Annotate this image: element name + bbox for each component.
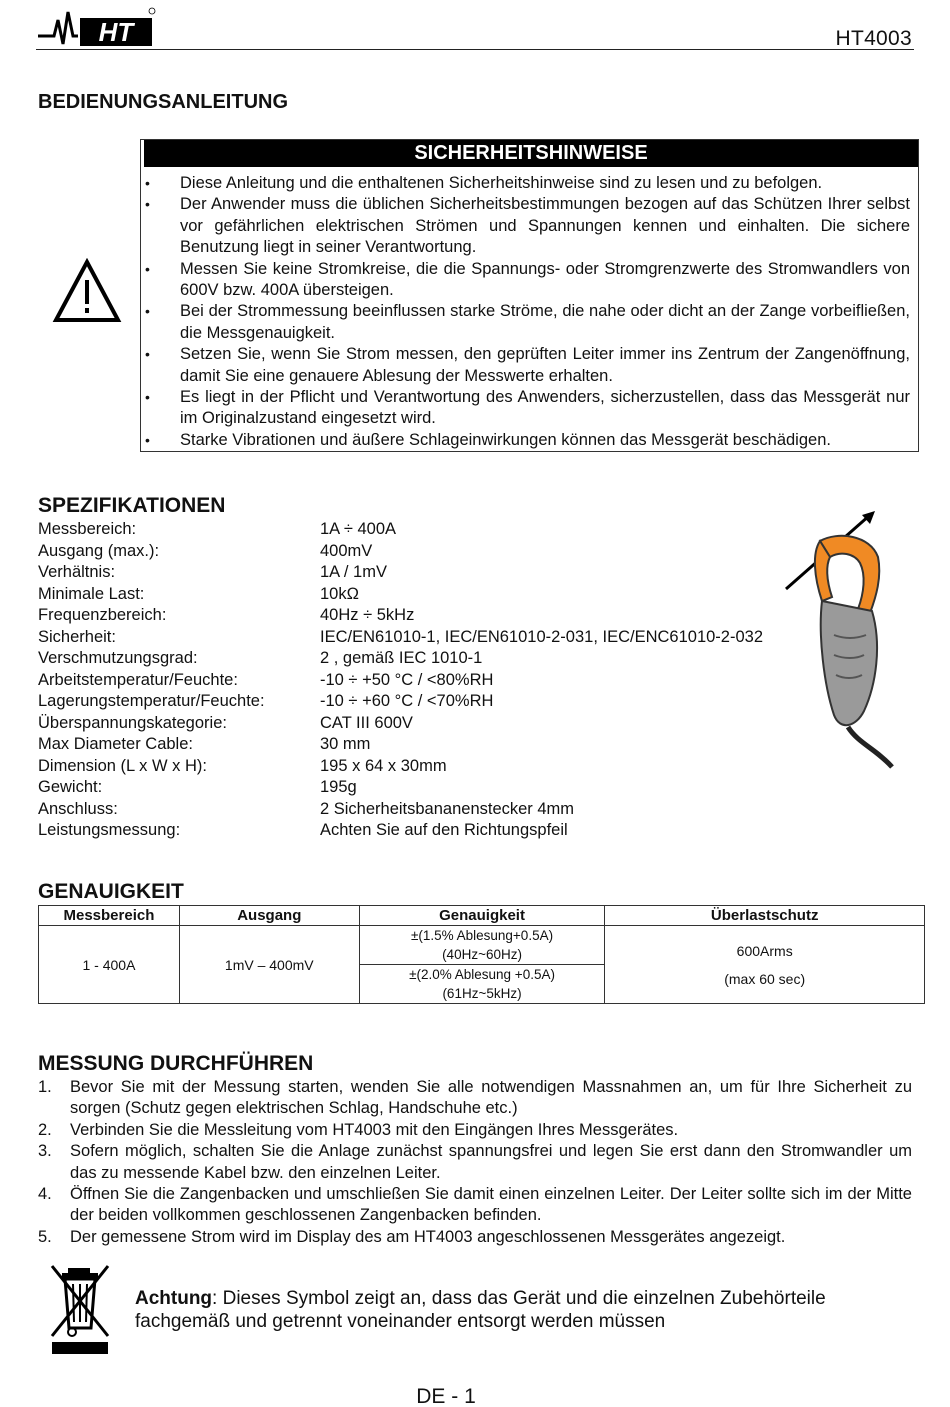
header-model: HT4003: [835, 27, 912, 50]
safety-item: • Starke Vibrationen und äußere Schlageinwirkungen können das Messgerät beschädigen.: [141, 430, 910, 451]
overload-value: 600Arms: [736, 942, 793, 959]
accuracy-value-line: ±(2.0% Ablesung +0.5A): [409, 967, 555, 982]
step-number: 5.: [38, 1227, 52, 1246]
safety-title: SICHERHEITSHINWEISE: [144, 140, 918, 167]
spec-label: Max Diameter Cable:: [38, 735, 193, 753]
accuracy-row: [39, 926, 925, 965]
accuracy-header: Genauigkeit: [359, 906, 605, 926]
spec-row: [38, 691, 763, 713]
spec-label: Leistungsmessung:: [38, 821, 181, 839]
accuracy-range: 1 - 400A: [39, 926, 180, 1004]
spec-label: Verhältnis:: [38, 563, 116, 581]
spec-row: [38, 584, 763, 606]
step-item: [38, 1141, 912, 1184]
step-number: 3.: [38, 1142, 52, 1161]
safety-item: • Setzen Sie, wenn Sie Strom messen, den geprüften Leiter immer ins Zentrum der Zangenöffnung, damit Sie eine genauere Ablesung der Messwerte erhalten.: [141, 344, 910, 387]
accuracy-overload: [605, 926, 925, 1004]
clamp-meter-icon: [778, 505, 898, 770]
spec-label: Verschmutzungsgrad:: [38, 649, 198, 667]
spec-row: [38, 777, 763, 799]
safety-item: • Es liegt in der Pflicht und Verantwortung des Anwenders, sicherzustellen, dass das Messgerät nur im Originalzustand eingesetzt wird.: [141, 387, 910, 430]
spec-row: [38, 713, 763, 735]
disposal-text: : Dieses Symbol zeigt an, dass das Gerät und die einzelnen Zubehörteile fachgemäß und getrennt voneinander entsorgt werden müssen: [135, 1288, 826, 1332]
accuracy-value: [359, 926, 605, 965]
step-number: 4.: [38, 1185, 52, 1204]
spec-row: [38, 605, 763, 627]
specs-table: [38, 519, 763, 842]
safety-item: • Messen Sie keine Stromkreise, die die Spannungs- oder Stromgrenzwerte des Stromwandlers von 600V bzw. 400A übersteigen.: [141, 259, 910, 302]
accuracy-table: [38, 905, 925, 1004]
spec-value: 1A / 1mV: [320, 563, 387, 581]
step-text: Öffnen Sie die Zangenbacken und umschließen Sie damit einen einzelnen Leiter. Der Leiter sollte sich im der Mitte der beiden vollkommen geschlossenen Zangenbacken befinden.: [70, 1185, 912, 1225]
step-text: Sofern möglich, schalten Sie die Anlage zunächst spannungsfrei und legen Sie erst dann den Stromwandler um das zu messende Kabel bzw. den einzelnen Leiter.: [70, 1142, 912, 1182]
accuracy-header: Messbereich: [39, 906, 180, 926]
step-number: 1.: [38, 1078, 52, 1096]
step-item: [38, 1077, 912, 1120]
safety-box: [140, 139, 919, 452]
specs-title: SPEZIFIKATIONEN: [38, 494, 226, 517]
spec-value: 195g: [320, 778, 357, 796]
step-number: 2.: [38, 1120, 52, 1139]
ht-logo: [36, 6, 156, 48]
spec-label: Gewicht:: [38, 778, 103, 796]
spec-label: Minimale Last:: [38, 584, 145, 603]
logo-text: HT: [98, 17, 134, 47]
spec-label: Dimension (L x W x H):: [38, 756, 207, 775]
spec-row: [38, 756, 763, 778]
spec-value: 30 mm: [320, 735, 371, 753]
crossed-out-bin-icon: [48, 1262, 112, 1356]
spec-row: [38, 734, 763, 756]
warning-triangle-icon: [52, 258, 122, 324]
manual-title: BEDIENUNGSANLEITUNG: [38, 91, 289, 113]
accuracy-value-line: ±(1.5% Ablesung+0.5A): [410, 928, 554, 943]
spec-label: Arbeitstemperatur/Feuchte:: [38, 670, 238, 689]
spec-value: -10 ÷ +50 °C / <80%RH: [320, 670, 494, 689]
accuracy-freq-line: (40Hz~60Hz): [442, 947, 522, 962]
spec-label: Frequenzbereich:: [38, 606, 167, 624]
accuracy-header-row: [39, 906, 925, 926]
spec-row: [38, 541, 763, 563]
step-item: [38, 1184, 912, 1227]
safety-list: [141, 167, 918, 451]
safety-item: • Der Anwender muss die üblichen Sicherheitsbestimmungen bezogen auf das Schützen Ihrer selbst vor gefährlichen elektrischen Strömen und Spannungen kennen und einhalten. Die sichere Benutzung liegt in seiner Verantwortung.: [141, 194, 910, 258]
measure-steps: [38, 1077, 912, 1248]
spec-value: 10kΩ: [320, 584, 359, 603]
disposal-note: [135, 1287, 875, 1333]
spec-label: Sicherheit:: [38, 627, 116, 646]
spec-value: 40Hz ÷ 5kHz: [320, 606, 415, 624]
spec-row: [38, 519, 763, 541]
safety-item: • Bei der Strommessung beeinflussen starke Ströme, die nahe oder dicht an der Zange vorbeifließen, die Messgenauigkeit.: [141, 301, 910, 344]
spec-label: Ausgang (max.):: [38, 541, 160, 560]
spec-label: Anschluss:: [38, 799, 118, 818]
accuracy-title: GENAUIGKEIT: [38, 880, 184, 903]
spec-value: Achten Sie auf den Richtungspfeil: [320, 821, 568, 839]
spec-label: Überspannungskategorie:: [38, 713, 227, 732]
safety-item: • Diese Anleitung und die enthaltenen Sicherheitshinweise sind zu lesen und zu befolgen.: [141, 173, 910, 194]
spec-row: [38, 562, 763, 584]
accuracy-header: Ausgang: [179, 906, 359, 926]
accuracy-output: 1mV – 400mV: [179, 926, 359, 1004]
spec-row: [38, 627, 763, 649]
spec-row: [38, 670, 763, 692]
spec-row: [38, 799, 763, 821]
step-text: Verbinden Sie die Messleitung vom HT4003 mit den Eingängen Ihres Messgerätes.: [70, 1120, 679, 1139]
spec-label: Lagerungstemperatur/Feuchte:: [38, 692, 265, 710]
spec-value: 2 , gemäß IEC 1010-1: [320, 649, 483, 667]
step-item: [38, 1120, 912, 1141]
measure-title: MESSUNG DURCHFÜHREN: [38, 1052, 314, 1075]
spec-value: -10 ÷ +60 °C / <70%RH: [320, 692, 494, 710]
step-text: Der gemessene Strom wird im Display des am HT4003 angeschlossenen Messgerätes angezeigt.: [70, 1227, 786, 1246]
page-number: DE - 1: [416, 1385, 476, 1407]
overload-duration: (max 60 sec): [724, 970, 806, 987]
disposal-label: Achtung: [135, 1288, 213, 1309]
spec-value: 195 x 64 x 30mm: [320, 756, 447, 775]
spec-label: Messbereich:: [38, 520, 137, 538]
accuracy-header: Überlastschutz: [605, 906, 925, 926]
spec-value: 1A ÷ 400A: [320, 520, 397, 538]
accuracy-freq-line: (61Hz~5kHz): [442, 986, 522, 1001]
spec-value: 400mV: [320, 541, 373, 560]
spec-value: IEC/EN61010-1, IEC/EN61010-2-031, IEC/ENC61010-2-032: [320, 627, 763, 646]
step-item: [38, 1227, 912, 1248]
spec-row: [38, 820, 763, 842]
spec-row: [38, 648, 763, 670]
spec-value: CAT III 600V: [320, 713, 413, 732]
accuracy-value: [359, 965, 605, 1004]
spec-value: 2 Sicherheitsbananenstecker 4mm: [320, 799, 575, 818]
step-text: Bevor Sie mit der Messung starten, wenden Sie alle notwendigen Massnahmen an, um für Ihre Sicherheit zu sorgen (Schutz gegen elektrischen Schlag, Handschuhe etc.): [70, 1078, 912, 1118]
header-rule: [36, 49, 914, 50]
